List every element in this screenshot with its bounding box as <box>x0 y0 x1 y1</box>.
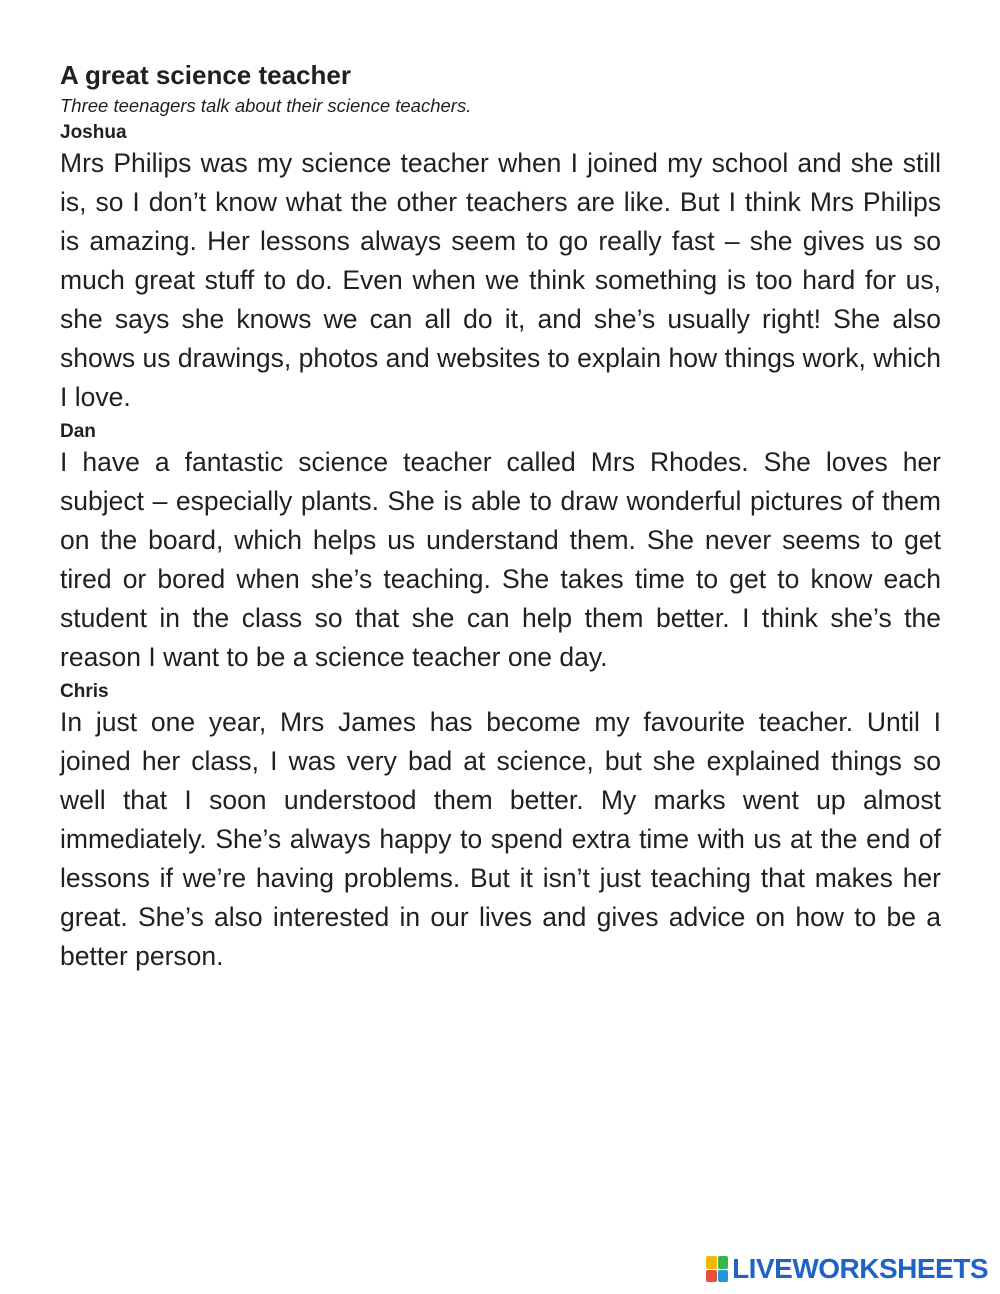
logo-square-red <box>706 1270 717 1283</box>
speaker-section-chris <box>60 677 941 976</box>
speaker-section-dan <box>60 417 941 677</box>
speaker-name: Chris <box>60 681 109 702</box>
speaker-name: Dan <box>60 421 96 442</box>
logo-square-blue <box>718 1270 729 1283</box>
article <box>60 56 941 976</box>
speaker-text: Mrs Philips was my science teacher when I joined my school and she still is, so I don’t know what the other teachers are like. But I think Mrs Philips is amazing. Her lessons always seem to go really fast – she gives us so much great stuff to do. Even when we think something is too hard for us, she says she knows we can all do it, and she’s usually right! She also shows us drawings, photos and websites to explain how things work, which I love. <box>60 148 941 412</box>
speaker-name: Joshua <box>60 122 127 143</box>
liveworksheets-logo <box>706 1255 988 1283</box>
article-title: A great science teacher <box>60 60 351 90</box>
speaker-text: In just one year, Mrs James has become my favourite teacher. Until I joined her class, I was very bad at science, but she explained things so well that I soon understood them better. My marks went up almost immediately. She’s always happy to spend extra time with us at the end of lessons if we’re having problems. But it isn’t just teaching that makes her great. She’s also interested in our lives and gives advice on how to be a better person. <box>60 707 941 971</box>
speaker-section-joshua <box>60 118 941 417</box>
liveworksheets-logo-icon <box>706 1256 728 1282</box>
speaker-text: I have a fantastic science teacher called Mrs Rhodes. She loves her subject – especially plants. She is able to draw wonderful pictures of them on the board, which helps us understand them. She never seems to get tired or bored when she’s teaching. She takes time to get to know each student in the class so that she can help them better. I think she’s the reason I want to be a science teacher one day. <box>60 447 941 672</box>
article-subtitle: Three teenagers talk about their science teachers. <box>60 95 472 116</box>
logo-square-yellow <box>706 1256 717 1269</box>
brand-text: LIVEWORKSHEETS <box>732 1253 988 1284</box>
logo-square-green <box>718 1256 729 1269</box>
